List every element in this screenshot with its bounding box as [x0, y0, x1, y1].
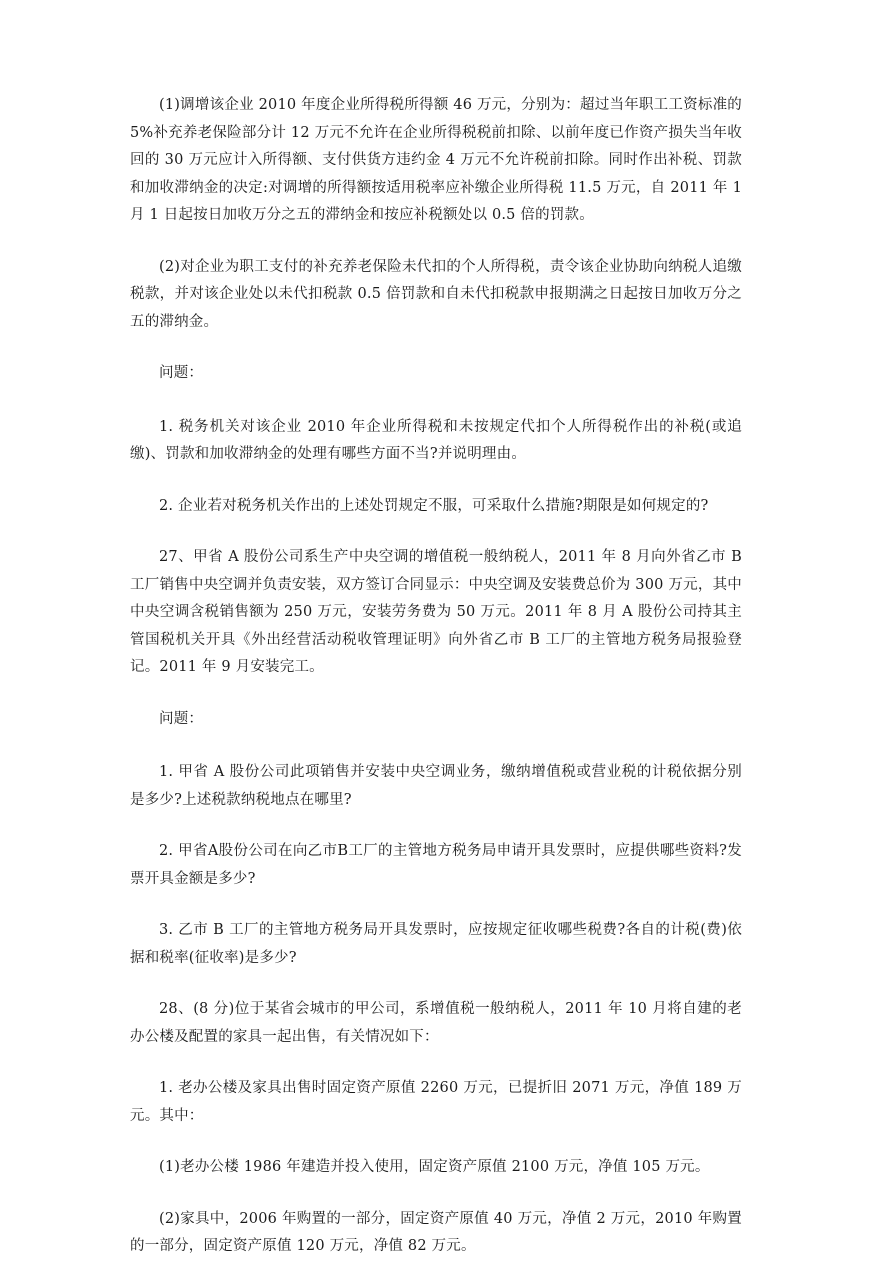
- paragraph-question-heading: 问题：: [159, 365, 204, 381]
- paragraph-adjustment-2: (2)对企业为职工支付的补充养老保险未代扣的个人所得税，责令该企业协助向纳税人追缴税款，并对该企业处以未代扣税款 0.5 倍罚款和自未代扣税款申报期满之日起按日加收万分之五的滞纳金。: [130, 258, 742, 330]
- paragraph-adjustment-1: (1)调增该企业 2010 年度企业所得税所得额 46 万元，分别为：超过当年职工工资标准的 5%补充养老保险部分计 12 万元不允许在企业所得税税前扣除、以前年度已作资产损失当年收回的 30 万元应计入所得额、支付供货方违约金 4 万元不允许税前扣除。同时作出补税、罚款和加收滞纳金的决定:对调增的所得额按适用税率应补缴企业所得税 11.5 万元，自 2011 年 1 月 1 日起按日加收万分之五的滞纳金和按应补税额处以 0.5 倍的罚款。: [130, 97, 742, 223]
- paragraph-case-27: 27、甲省 A 股份公司系生产中央空调的增值税一般纳税人，2011 年 8 月向外省乙市 B 工厂销售中央空调并负责安装，双方签订合同显示：中央空调及安装费总价为 300 万元，其中中央空调含税销售额为 250 万元，安装劳务费为 50 万元。2011 年 8 月 A 股份公司持其主管国税机关开具《外出经营活动税收管理证明》向外省乙市 B 工厂的主管地方税务局报验登记。2011 年 9 月安装完工。: [130, 549, 742, 675]
- paragraph-question-1: 1. 税务机关对该企业 2010 年企业所得税和未按规定代扣个人所得税作出的补税(或追缴)、罚款和加收滞纳金的处理有哪些方面不当?并说明理由。: [130, 418, 742, 462]
- paragraph-case-28: 28、(8 分)位于某省会城市的甲公司，系增值税一般纳税人，2011 年 10 月将自建的老办公楼及配置的家具一起出售，有关情况如下：: [130, 1001, 742, 1045]
- paragraph-question-heading: 问题：: [159, 710, 204, 727]
- paragraph-item-1-2: (2)家具中，2006 年购置的一部分，固定资产原值 40 万元，净值 2 万元，2010 年购置的一部分，固定资产原值 120 万元，净值 82 万元。: [130, 1210, 742, 1254]
- paragraph-item-1-1: (1)老办公楼 1986 年建造并投入使用，固定资产原值 2100 万元，净值 105 万元。: [159, 1159, 710, 1175]
- paragraph-question-3: 3. 乙市 B 工厂的主管地方税务局开具发票时，应按规定征收哪些税费?各自的计税(费)依据和税率(征收率)是多少?: [130, 922, 742, 966]
- paragraph-question-2: 2. 企业若对税务机关作出的上述处罚规定不服，可采取什么措施?期限是如何规定的?: [159, 497, 709, 514]
- paragraph-question-1: 1. 甲省 A 股份公司此项销售并安装中央空调业务，缴纳增值税或营业税的计税依据分别是多少?上述税款纳税地点在哪里?: [130, 764, 742, 808]
- paragraph-question-2: 2. 甲省A股份公司在向乙市B工厂的主管地方税务局申请开具发票时，应提供哪些资料?发票开具金额是多少?: [130, 843, 742, 887]
- paragraph-item-1: 1. 老办公楼及家具出售时固定资产原值 2260 万元，已提折旧 2071 万元，净值 189 万元。其中：: [130, 1080, 742, 1124]
- document-page: [130, 92, 742, 1285]
